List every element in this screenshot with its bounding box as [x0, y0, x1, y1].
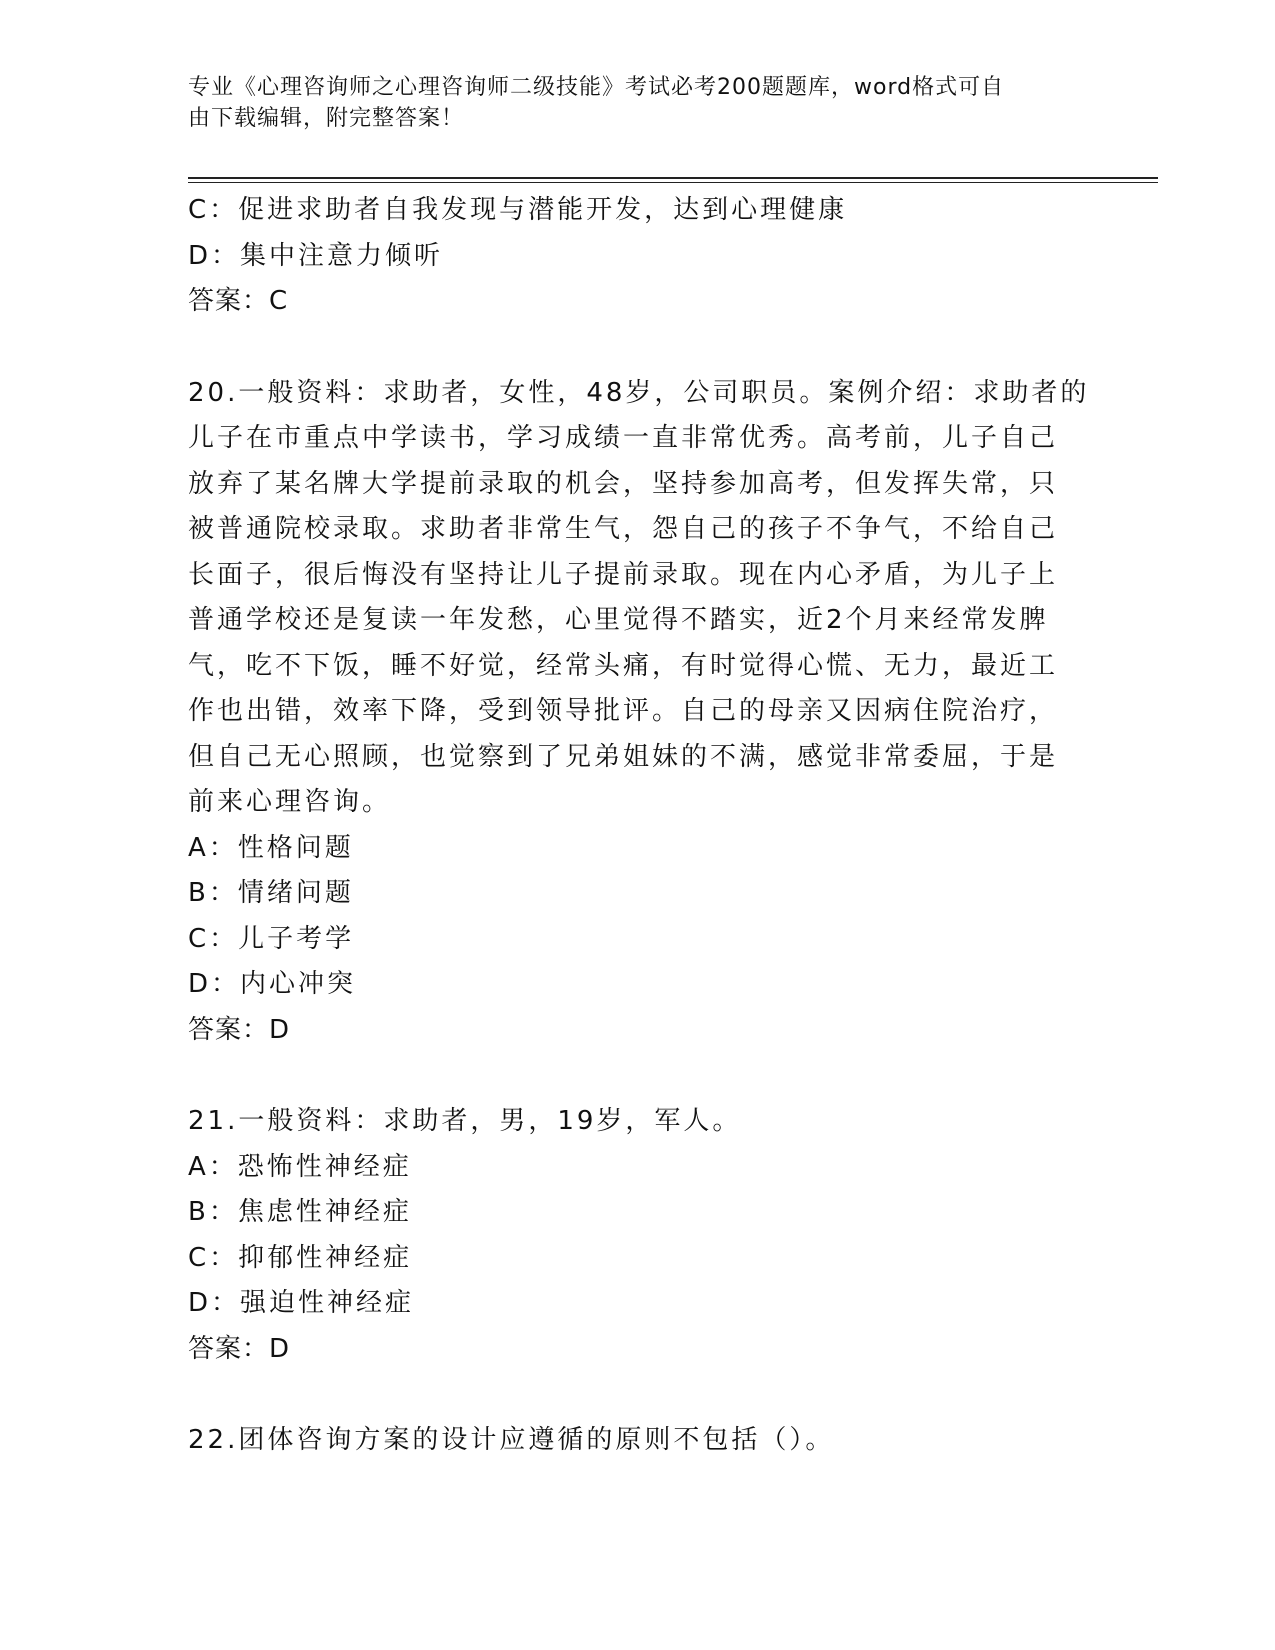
question-21 [188, 1099, 1088, 1372]
question-stem: 21.一般资料：求助者，男，19岁，军人。 [188, 1106, 742, 1136]
answer-line: 答案：C [188, 286, 289, 316]
question-20 [188, 371, 1088, 1054]
question-stem-line: 放弃了某名牌大学提前录取的机会，坚持参加高考，但发挥失常，只 [188, 468, 1059, 499]
document-body [188, 188, 1088, 1464]
header-line-2: 由下载编辑，附完整答案！ [188, 106, 465, 131]
answer-line: 答案：D [188, 1014, 291, 1045]
option-b: B：情绪问题 [188, 878, 354, 908]
spacer [188, 325, 1088, 371]
question-stem-line: 儿子在市重点中学读书，学习成绩一直非常优秀。高考前，儿子自己 [188, 423, 1059, 453]
question-19-tail [188, 188, 1088, 325]
option-c: C：抑郁性神经症 [188, 1242, 413, 1273]
option-d: D：强迫性神经症 [188, 1288, 415, 1318]
option-b: B：焦虑性神经症 [188, 1197, 412, 1227]
question-stem: 22.团体咨询方案的设计应遵循的原则不包括（）。 [188, 1425, 835, 1455]
question-stem-line: 长面子，很后悔没有坚持让儿子提前录取。现在内心矛盾，为儿子上 [188, 559, 1059, 590]
question-stem-line: 气，吃不下饭，睡不好觉，经常头痛，有时觉得心慌、无力，最近工 [188, 650, 1059, 681]
option-d: D：集中注意力倾听 [188, 240, 444, 271]
question-stem-line: 作也出错，效率下降，受到领导批评。自己的母亲又因病住院治疗， [188, 696, 1059, 726]
question-stem-line: 前来心理咨询。 [188, 787, 392, 817]
question-stem-line: 被普通院校录取。求助者非常生气，怨自己的孩子不争气，不给自己 [188, 514, 1059, 544]
option-c: C：儿子考学 [188, 923, 355, 954]
header-divider-thin [188, 182, 1158, 183]
header-divider-thick [188, 177, 1158, 179]
header-line-1: 专业《心理咨询师之心理咨询师二级技能》考试必考200题题库，word格式可自 [188, 75, 1005, 100]
question-stem-line: 普通学校还是复读一年发愁，心里觉得不踏实，近2个月来经常发脾 [188, 605, 1049, 635]
answer-line: 答案：D [188, 1333, 291, 1364]
option-a: A：性格问题 [188, 832, 354, 863]
spacer [188, 1053, 1088, 1099]
option-d: D：内心冲突 [188, 969, 357, 999]
option-c: C：促进求助者自我发现与潜能开发，达到心理健康 [188, 195, 848, 225]
document-header [188, 72, 1068, 134]
question-stem-line: 但自己无心照顾，也觉察到了兄弟姐妹的不满，感觉非常委屈，于是 [188, 741, 1059, 772]
spacer [188, 1372, 1088, 1418]
question-stem-line: 20.一般资料：求助者，女性，48岁，公司职员。案例介绍：求助者的 [188, 377, 1090, 408]
option-a: A：恐怖性神经症 [188, 1151, 412, 1182]
question-22 [188, 1418, 1088, 1464]
